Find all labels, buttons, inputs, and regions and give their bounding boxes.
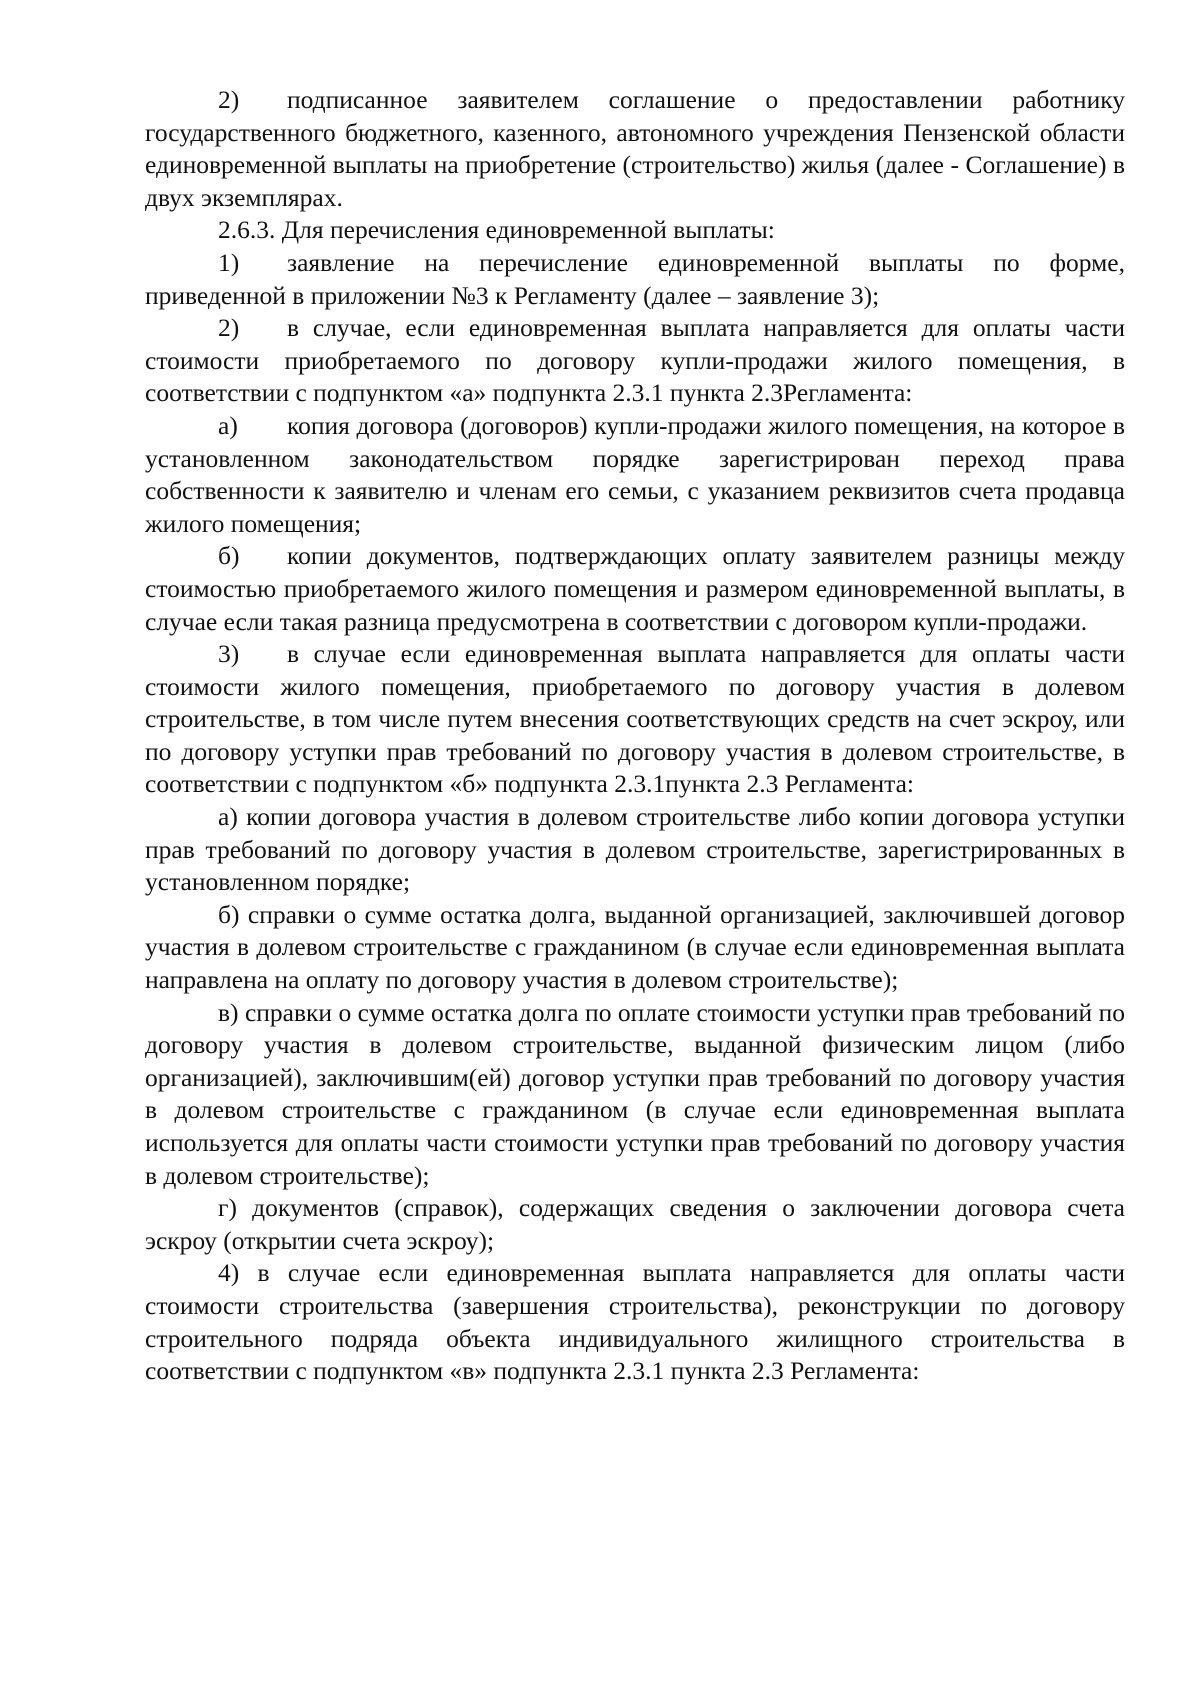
paragraph-text: 2.6.3. Для перечисления единовременной выплаты: <box>218 215 775 245</box>
list-marker: 3) <box>218 639 240 669</box>
paragraph-text: подписанное заявителем соглашение о предоставлении работнику государственного бюджетного, казенного, автономного учреждения Пензенской области единовременной выплаты на приобретение (строительство) жилья (далее - Соглашение) в двух экземплярах. <box>145 85 1125 212</box>
paragraph-item-2-purchase <box>145 312 1125 410</box>
list-marker: 2) <box>218 313 240 343</box>
paragraph-text: 4) в случае если единовременная выплата направляется для оплаты части стоимости строительства (завершения строительства), реконструкции по договору строительного подряда объекта индивидуального жилищного строительства в соответствии с подпунктом «в» подпункта 2.3.1 пункта 2.3 Регламента: <box>145 1258 1125 1386</box>
paragraph-text: копия договора (договоров) купли-продажи жилого помещения, на которое в установленном законодательством порядке зарегистрирован переход права собственности к заявителю и членам его семьи, с указанием реквизитов счета продавца жилого помещения; <box>145 410 1125 538</box>
paragraph-2-6-3-heading <box>145 214 1125 247</box>
paragraph-subitem-b-debt-certificate <box>145 899 1125 997</box>
paragraph-subitem-g-escrow-docs <box>145 1192 1125 1257</box>
paragraph-text: копии документов, подтверждающих оплату заявителем разницы между стоимостью приобретаемого жилого помещения и размером единовременной выплаты, в случае если такая разница предусмотрена в соответствии с договором купли-продажи. <box>145 541 1125 636</box>
list-marker: 1) <box>218 247 240 277</box>
list-marker: 2) <box>218 85 240 114</box>
paragraph-text: а) копии договора участия в долевом строительстве либо копии договора уступки прав требований по договору участия в долевом строительстве, зарегистрированных в установленном порядке; <box>145 802 1125 897</box>
paragraph-subitem-a-contract-copy <box>145 410 1125 540</box>
document-body <box>145 84 1125 1388</box>
paragraph-text: в случае, если единовременная выплата направляется для оплаты части стоимости приобретаемого по договору купли-продажи жилого помещения, в соответствии с подпунктом «а» подпункта 2.3.1 пункта 2.3Регламента: <box>145 313 1125 408</box>
paragraph-item-4-individual-housing <box>145 1257 1125 1387</box>
paragraph-text: г) документов (справок), содержащих сведения о заключении договора счета эскроу (открытии счета эскроу); <box>145 1193 1125 1255</box>
paragraph-subitem-b-payment-docs <box>145 540 1125 638</box>
paragraph-text: заявление на перечисление единовременной выплаты по форме, приведенной в приложении №3 к Регламенту (далее – заявление 3); <box>145 247 1125 310</box>
paragraph-item-1-application <box>145 247 1125 312</box>
paragraph-text: б) справки о сумме остатка долга, выданной организацией, заключившей договор участия в долевом строительстве с гражданином (в случае если единовременная выплата направлена на оплату по договору участия в долевом строительстве); <box>145 899 1125 995</box>
list-marker: а) <box>218 410 238 440</box>
paragraph-item-3-shared-construction <box>145 638 1125 801</box>
paragraph-text: в случае если единовременная выплата направляется для оплаты части стоимости жилого помещения, приобретаемого по договору участия в долевом строительстве, в том числе путем внесения соответствующих средств на счет эскроу, или по договору уступки прав требований по договору участия в долевом строительстве, в соответствии с подпунктом «б» подпункта 2.3.1пункта 2.3 Регламента: <box>145 639 1125 799</box>
paragraph-item-2-agreement <box>145 84 1125 214</box>
paragraph-text: в) справки о сумме остатка долга по оплате стоимости уступки прав требований по договору участия в долевом строительстве, выданной физическим лицом (либо организацией), заключившим(ей) договор уступки прав требований по договору участия в долевом строительстве с гражданином (в случае если единовременная выплата используется для оплаты части стоимости уступки прав требований по договору участия в долевом строительстве); <box>145 997 1125 1190</box>
paragraph-subitem-v-assignment-debt <box>145 997 1125 1193</box>
paragraph-subitem-a-shared-contract <box>145 801 1125 899</box>
list-marker: б) <box>218 541 240 571</box>
